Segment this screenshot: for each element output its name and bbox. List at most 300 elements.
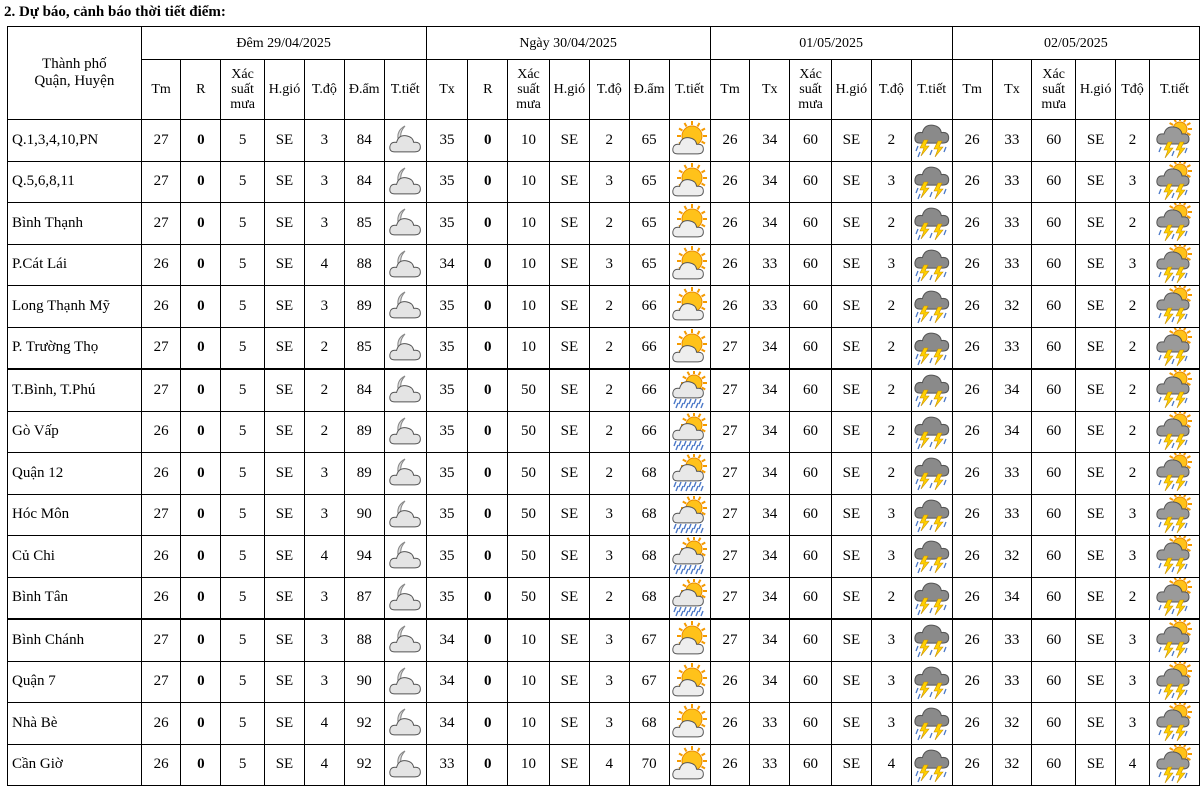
d0105-value-cell: 60 — [790, 244, 832, 286]
d0105-value-cell: SE — [831, 577, 871, 619]
night29-value-cell: 0 — [181, 203, 221, 245]
night29-value-cell: 5 — [221, 286, 265, 328]
sun-cloud-showers-icon — [669, 369, 710, 411]
d0105-value-cell: 33 — [750, 703, 790, 745]
d0105-value-cell: 27 — [710, 619, 750, 661]
day30-value-cell: 35 — [426, 161, 468, 203]
night29-value-cell: SE — [264, 536, 304, 578]
night29-value-cell: 89 — [344, 286, 384, 328]
night29-value-cell: SE — [264, 327, 304, 369]
day30-value-cell: 68 — [629, 536, 669, 578]
d0105-value-cell: 27 — [710, 453, 750, 495]
d0105-value-cell: 60 — [790, 203, 832, 245]
d0205-value-cell: 34 — [992, 369, 1032, 411]
night29-value-cell: 27 — [141, 661, 181, 703]
partly-sunny-icon — [669, 161, 710, 203]
night29-value-cell: 0 — [181, 577, 221, 619]
thunderstorm-icon — [911, 369, 952, 411]
day30-value-cell: 50 — [508, 577, 550, 619]
sun-thunderstorm-icon — [1149, 577, 1199, 619]
d0205-value-cell: 60 — [1032, 453, 1076, 495]
sun-thunderstorm-icon — [1149, 494, 1199, 536]
thunderstorm-icon — [911, 494, 952, 536]
day30-col-header: Xác suất mưa — [508, 60, 550, 120]
table-row — [8, 744, 1200, 786]
location-cell: Quận 7 — [8, 661, 142, 703]
day30-value-cell: 2 — [589, 369, 629, 411]
d0205-value-cell: SE — [1076, 244, 1116, 286]
day30-value-cell: SE — [549, 120, 589, 162]
night29-value-cell: 0 — [181, 453, 221, 495]
d0105-value-cell: 60 — [790, 411, 832, 453]
d0105-value-cell: 34 — [750, 120, 790, 162]
d0105-value-cell: SE — [831, 203, 871, 245]
d0105-value-cell: SE — [831, 244, 871, 286]
d0105-value-cell: 60 — [790, 327, 832, 369]
location-cell: Long Thạnh Mỹ — [8, 286, 142, 328]
d0205-value-cell: 26 — [952, 161, 992, 203]
d0205-value-cell: 26 — [952, 577, 992, 619]
d0205-value-cell: SE — [1076, 494, 1116, 536]
sun-thunderstorm-icon — [1149, 286, 1199, 328]
night29-value-cell: 2 — [304, 369, 344, 411]
d0105-value-cell: 33 — [750, 744, 790, 786]
night29-value-cell: 26 — [141, 577, 181, 619]
d0205-value-cell: 26 — [952, 203, 992, 245]
partly-sunny-icon — [669, 203, 710, 245]
d0205-value-cell: 26 — [952, 619, 992, 661]
night29-value-cell: SE — [264, 161, 304, 203]
sun-thunderstorm-icon — [1149, 661, 1199, 703]
table-row — [8, 161, 1200, 203]
d0105-value-cell: 2 — [871, 369, 911, 411]
d0205-value-cell: 3 — [1116, 161, 1150, 203]
night29-value-cell: 4 — [304, 744, 344, 786]
d0105-value-cell: 33 — [750, 244, 790, 286]
d0105-value-cell: 34 — [750, 536, 790, 578]
night29-value-cell: 92 — [344, 703, 384, 745]
night29-value-cell: 27 — [141, 619, 181, 661]
table-row — [8, 411, 1200, 453]
night29-value-cell: 5 — [221, 369, 265, 411]
day30-value-cell: 10 — [508, 120, 550, 162]
day30-value-cell: 50 — [508, 536, 550, 578]
day30-value-cell: 4 — [589, 744, 629, 786]
d0105-value-cell: 60 — [790, 161, 832, 203]
d0205-col-header: Tm — [952, 60, 992, 120]
sun-cloud-showers-icon — [669, 411, 710, 453]
d0205-value-cell: 60 — [1032, 327, 1076, 369]
day30-value-cell: SE — [549, 661, 589, 703]
sun-thunderstorm-icon — [1149, 453, 1199, 495]
forecast-table — [7, 26, 1200, 786]
night29-value-cell: 0 — [181, 744, 221, 786]
night29-value-cell: 0 — [181, 327, 221, 369]
d0205-value-cell: 60 — [1032, 703, 1076, 745]
cloudy-night-icon — [384, 203, 426, 245]
partly-sunny-icon — [669, 619, 710, 661]
sun-thunderstorm-icon — [1149, 411, 1199, 453]
day30-value-cell: 50 — [508, 494, 550, 536]
night29-value-cell: 26 — [141, 411, 181, 453]
night29-value-cell: 27 — [141, 120, 181, 162]
d0205-value-cell: 60 — [1032, 411, 1076, 453]
table-row — [8, 453, 1200, 495]
d0205-col-header: T.tiết — [1149, 60, 1199, 120]
partly-sunny-icon — [669, 327, 710, 369]
d0105-value-cell: 27 — [710, 494, 750, 536]
day30-value-cell: SE — [549, 369, 589, 411]
d0105-value-cell: 4 — [871, 744, 911, 786]
d0105-value-cell: 26 — [710, 120, 750, 162]
day30-value-cell: 0 — [468, 619, 508, 661]
day30-value-cell: 0 — [468, 577, 508, 619]
d0205-value-cell: 2 — [1116, 286, 1150, 328]
night29-value-cell: 0 — [181, 661, 221, 703]
night29-value-cell: 26 — [141, 244, 181, 286]
d0205-value-cell: 2 — [1116, 453, 1150, 495]
d0105-value-cell: 60 — [790, 286, 832, 328]
night29-value-cell: SE — [264, 369, 304, 411]
d0105-value-cell: 26 — [710, 203, 750, 245]
cloudy-night-icon — [384, 744, 426, 786]
d0205-value-cell: 32 — [992, 744, 1032, 786]
day30-value-cell: SE — [549, 411, 589, 453]
day30-value-cell: 0 — [468, 411, 508, 453]
night29-value-cell: 5 — [221, 494, 265, 536]
day30-value-cell: 35 — [426, 494, 468, 536]
d0205-value-cell: 32 — [992, 703, 1032, 745]
thunderstorm-icon — [911, 327, 952, 369]
table-row — [8, 703, 1200, 745]
d0205-value-cell: SE — [1076, 369, 1116, 411]
night29-value-cell: 3 — [304, 120, 344, 162]
night29-value-cell: 5 — [221, 661, 265, 703]
sun-cloud-showers-icon — [669, 577, 710, 619]
night29-value-cell: 0 — [181, 619, 221, 661]
day30-value-cell: 35 — [426, 453, 468, 495]
d0105-value-cell: 34 — [750, 369, 790, 411]
day30-value-cell: 10 — [508, 286, 550, 328]
day30-value-cell: 50 — [508, 411, 550, 453]
partly-sunny-icon — [669, 244, 710, 286]
d0205-value-cell: 26 — [952, 536, 992, 578]
d0105-value-cell: 60 — [790, 661, 832, 703]
night29-value-cell: 2 — [304, 411, 344, 453]
d0205-value-cell: 3 — [1116, 661, 1150, 703]
night29-value-cell: 0 — [181, 494, 221, 536]
night29-value-cell: 0 — [181, 120, 221, 162]
d0205-value-cell: 26 — [952, 494, 992, 536]
night29-value-cell: 5 — [221, 203, 265, 245]
night29-value-cell: 5 — [221, 619, 265, 661]
night29-value-cell: 94 — [344, 536, 384, 578]
sun-thunderstorm-icon — [1149, 536, 1199, 578]
d0105-value-cell: 2 — [871, 203, 911, 245]
day30-value-cell: 68 — [629, 494, 669, 536]
d0205-value-cell: 60 — [1032, 619, 1076, 661]
table-row — [8, 369, 1200, 411]
d0105-value-cell: 34 — [750, 661, 790, 703]
thunderstorm-icon — [911, 661, 952, 703]
sun-thunderstorm-icon — [1149, 744, 1199, 786]
day30-value-cell: 0 — [468, 453, 508, 495]
day30-col-header: Tx — [426, 60, 468, 120]
d0205-value-cell: 26 — [952, 120, 992, 162]
d0105-value-cell: 34 — [750, 577, 790, 619]
day30-value-cell: 2 — [589, 327, 629, 369]
d0205-value-cell: SE — [1076, 619, 1116, 661]
d0205-value-cell: 4 — [1116, 744, 1150, 786]
d0105-value-cell: SE — [831, 161, 871, 203]
night29-value-cell: 89 — [344, 411, 384, 453]
night29-value-cell: 27 — [141, 203, 181, 245]
d0105-value-cell: 26 — [710, 744, 750, 786]
location-cell: Bình Tân — [8, 577, 142, 619]
d0105-col-header: Xác suất mưa — [790, 60, 832, 120]
night29-value-cell: 5 — [221, 327, 265, 369]
d0205-col-header: Tx — [992, 60, 1032, 120]
d0205-value-cell: 2 — [1116, 369, 1150, 411]
day30-value-cell: 65 — [629, 244, 669, 286]
day30-col-header: Đ.ẩm — [629, 60, 669, 120]
table-row — [8, 286, 1200, 328]
d0205-value-cell: 60 — [1032, 744, 1076, 786]
day30-value-cell: 0 — [468, 369, 508, 411]
d0205-value-cell: 3 — [1116, 619, 1150, 661]
day30-value-cell: SE — [549, 161, 589, 203]
cloudy-night-icon — [384, 286, 426, 328]
day30-value-cell: 0 — [468, 120, 508, 162]
location-cell: T.Bình, T.Phú — [8, 369, 142, 411]
group-header-02-05: 02/05/2025 — [952, 27, 1199, 60]
d0105-value-cell: 60 — [790, 577, 832, 619]
d0105-value-cell: 3 — [871, 161, 911, 203]
d0105-value-cell: 2 — [871, 120, 911, 162]
day30-value-cell: 50 — [508, 453, 550, 495]
day30-value-cell: 35 — [426, 203, 468, 245]
sun-cloud-showers-icon — [669, 494, 710, 536]
d0105-value-cell: 27 — [710, 577, 750, 619]
night29-value-cell: SE — [264, 453, 304, 495]
d0205-value-cell: 32 — [992, 286, 1032, 328]
d0205-value-cell: 3 — [1116, 703, 1150, 745]
day30-value-cell: 67 — [629, 661, 669, 703]
day30-value-cell: SE — [549, 536, 589, 578]
location-cell: Bình Thạnh — [8, 203, 142, 245]
d0205-value-cell: 2 — [1116, 411, 1150, 453]
night29-value-cell: 3 — [304, 661, 344, 703]
location-cell: Quận 12 — [8, 453, 142, 495]
night29-value-cell: 3 — [304, 286, 344, 328]
d0105-value-cell: 2 — [871, 286, 911, 328]
day30-value-cell: 3 — [589, 536, 629, 578]
d0105-value-cell: 3 — [871, 494, 911, 536]
night29-value-cell: 84 — [344, 161, 384, 203]
d0105-value-cell: 60 — [790, 369, 832, 411]
location-cell: Bình Chánh — [8, 619, 142, 661]
d0105-value-cell: SE — [831, 703, 871, 745]
cloudy-night-icon — [384, 120, 426, 162]
night29-value-cell: 88 — [344, 244, 384, 286]
d0105-value-cell: 2 — [871, 411, 911, 453]
d0205-value-cell: 33 — [992, 494, 1032, 536]
night29-value-cell: 5 — [221, 744, 265, 786]
partly-sunny-icon — [669, 286, 710, 328]
d0205-value-cell: 2 — [1116, 203, 1150, 245]
cloudy-night-icon — [384, 661, 426, 703]
night29-value-cell: 90 — [344, 494, 384, 536]
d0205-value-cell: 26 — [952, 244, 992, 286]
d0105-col-header: T.độ — [871, 60, 911, 120]
d0205-value-cell: SE — [1076, 703, 1116, 745]
day30-value-cell: 0 — [468, 744, 508, 786]
day30-value-cell: 67 — [629, 619, 669, 661]
d0105-value-cell: SE — [831, 619, 871, 661]
table-row — [8, 120, 1200, 162]
sun-thunderstorm-icon — [1149, 327, 1199, 369]
table-row — [8, 577, 1200, 619]
night29-value-cell: 27 — [141, 327, 181, 369]
day30-value-cell: 2 — [589, 286, 629, 328]
d0205-value-cell: SE — [1076, 744, 1116, 786]
night29-value-cell: 4 — [304, 536, 344, 578]
d0205-value-cell: 60 — [1032, 244, 1076, 286]
d0205-value-cell: 34 — [992, 411, 1032, 453]
cloudy-night-icon — [384, 494, 426, 536]
d0205-value-cell: 60 — [1032, 286, 1076, 328]
d0105-value-cell: 3 — [871, 661, 911, 703]
d0105-value-cell: 60 — [790, 120, 832, 162]
sun-thunderstorm-icon — [1149, 161, 1199, 203]
day30-value-cell: 68 — [629, 703, 669, 745]
d0205-value-cell: 26 — [952, 411, 992, 453]
location-column-header: Thành phố Quận, Huyện — [8, 27, 142, 120]
cloudy-night-icon — [384, 411, 426, 453]
night29-value-cell: SE — [264, 203, 304, 245]
d0205-value-cell: 33 — [992, 120, 1032, 162]
day30-value-cell: 66 — [629, 327, 669, 369]
d0205-value-cell: 34 — [992, 577, 1032, 619]
table-row — [8, 536, 1200, 578]
thunderstorm-icon — [911, 161, 952, 203]
location-cell: P.Cát Lái — [8, 244, 142, 286]
d0105-value-cell: 3 — [871, 244, 911, 286]
thunderstorm-icon — [911, 244, 952, 286]
night29-value-cell: 0 — [181, 411, 221, 453]
day30-value-cell: 10 — [508, 703, 550, 745]
d0205-value-cell: 26 — [952, 327, 992, 369]
sun-thunderstorm-icon — [1149, 244, 1199, 286]
d0105-value-cell: 26 — [710, 661, 750, 703]
d0105-value-cell: 2 — [871, 453, 911, 495]
sun-thunderstorm-icon — [1149, 369, 1199, 411]
d0105-value-cell: 60 — [790, 453, 832, 495]
night29-col-header: T.độ — [304, 60, 344, 120]
day30-value-cell: SE — [549, 494, 589, 536]
day30-value-cell: 10 — [508, 661, 550, 703]
location-cell: Củ Chi — [8, 536, 142, 578]
night29-value-cell: 90 — [344, 661, 384, 703]
night29-value-cell: 2 — [304, 327, 344, 369]
location-cell: Gò Vấp — [8, 411, 142, 453]
d0105-value-cell: 34 — [750, 411, 790, 453]
night29-value-cell: 84 — [344, 369, 384, 411]
day30-value-cell: SE — [549, 203, 589, 245]
d0205-value-cell: 33 — [992, 619, 1032, 661]
d0105-value-cell: SE — [831, 286, 871, 328]
night29-value-cell: 3 — [304, 494, 344, 536]
d0105-value-cell: 27 — [710, 411, 750, 453]
d0105-value-cell: 60 — [790, 744, 832, 786]
d0105-value-cell: SE — [831, 327, 871, 369]
day30-value-cell: SE — [549, 453, 589, 495]
d0105-value-cell: 34 — [750, 619, 790, 661]
d0205-value-cell: SE — [1076, 327, 1116, 369]
day30-value-cell: 3 — [589, 494, 629, 536]
table-row — [8, 203, 1200, 245]
day30-value-cell: 0 — [468, 286, 508, 328]
day30-value-cell: 10 — [508, 161, 550, 203]
d0205-value-cell: 3 — [1116, 536, 1150, 578]
d0105-value-cell: 26 — [710, 161, 750, 203]
thunderstorm-icon — [911, 411, 952, 453]
thunderstorm-icon — [911, 203, 952, 245]
day30-value-cell: 66 — [629, 369, 669, 411]
day30-value-cell: 34 — [426, 703, 468, 745]
group-header-night-29: Đêm 29/04/2025 — [141, 27, 426, 60]
night29-value-cell: 5 — [221, 536, 265, 578]
table-row — [8, 661, 1200, 703]
d0105-value-cell: 3 — [871, 536, 911, 578]
day30-col-header: T.tiết — [669, 60, 710, 120]
day30-value-cell: 65 — [629, 120, 669, 162]
night29-value-cell: 84 — [344, 120, 384, 162]
cloudy-night-icon — [384, 453, 426, 495]
day30-value-cell: 10 — [508, 327, 550, 369]
day30-value-cell: 65 — [629, 203, 669, 245]
day30-value-cell: 0 — [468, 536, 508, 578]
thunderstorm-icon — [911, 286, 952, 328]
d0205-value-cell: 26 — [952, 286, 992, 328]
night29-col-header: R — [181, 60, 221, 120]
night29-value-cell: 5 — [221, 244, 265, 286]
day30-value-cell: 3 — [589, 661, 629, 703]
d0205-value-cell: 26 — [952, 369, 992, 411]
cloudy-night-icon — [384, 369, 426, 411]
day30-col-header: H.gió — [549, 60, 589, 120]
d0105-value-cell: 3 — [871, 703, 911, 745]
d0205-value-cell: 26 — [952, 744, 992, 786]
day30-value-cell: SE — [549, 744, 589, 786]
partly-sunny-icon — [669, 744, 710, 786]
day30-value-cell: 35 — [426, 120, 468, 162]
d0205-value-cell: SE — [1076, 536, 1116, 578]
d0205-value-cell: 3 — [1116, 244, 1150, 286]
night29-value-cell: 3 — [304, 161, 344, 203]
d0205-value-cell: 33 — [992, 453, 1032, 495]
sun-cloud-showers-icon — [669, 453, 710, 495]
night29-value-cell: 0 — [181, 536, 221, 578]
night29-value-cell: SE — [264, 577, 304, 619]
d0105-value-cell: SE — [831, 494, 871, 536]
d0105-value-cell: 26 — [710, 703, 750, 745]
d0205-col-header: Xác suất mưa — [1032, 60, 1076, 120]
cloudy-night-icon — [384, 327, 426, 369]
day30-value-cell: 65 — [629, 161, 669, 203]
night29-value-cell: SE — [264, 120, 304, 162]
day30-value-cell: 2 — [589, 453, 629, 495]
